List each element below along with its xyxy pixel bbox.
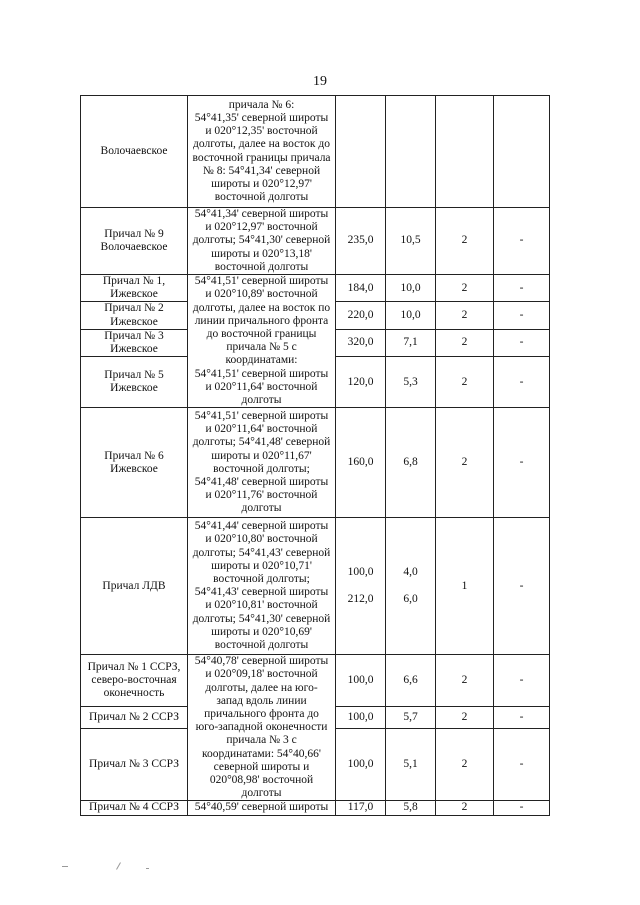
berth-length: 320,0 <box>336 329 386 356</box>
berth-count: 2 <box>436 707 494 729</box>
berth-length: 220,0 <box>336 302 386 329</box>
berth-coords-merged: 54°41,51' северной широты и 020°10,89' восточной долготы, далее на восток по линии причального фронта до восточной границы причала № 5 с координатами: 54°41,51' северной широты и 020°11,64' восточной долготы <box>188 275 336 408</box>
berth-note <box>494 96 550 208</box>
scan-marks <box>60 858 180 878</box>
berth-name: Причал № 3 ССРЗ <box>81 729 188 801</box>
berth-note: - <box>494 208 550 275</box>
berth-name: Причал № 4 ССРЗ <box>81 801 188 815</box>
berth-name: Причал № 3 Ижевское <box>81 329 188 356</box>
berth-depth: 10,0 <box>386 302 436 329</box>
berth-coords: 54°41,34' северной широты и 020°12,97' восточной долготы; 54°41,30' северной широты и 020°13,18' восточной долготы <box>188 208 336 275</box>
berth-length: 184,0 <box>336 275 386 302</box>
berth-coords: 54°41,44' северной широты и 020°10,80' восточной долготы; 54°41,43' северной широты и 020°10,71' восточной долготы; 54°41,43' северной широты и 020°10,81' восточной долготы; 54°41,30' северной широты и 020°10,69' восточной долготы <box>188 518 336 655</box>
berth-name: Причал № 6 Ижевское <box>81 408 188 518</box>
berth-count: 2 <box>436 357 494 408</box>
berth-note: - <box>494 729 550 801</box>
page-number: 19 <box>313 74 327 89</box>
table-row <box>81 96 550 208</box>
berth-count <box>436 96 494 208</box>
berth-count: 2 <box>436 655 494 707</box>
table-row <box>81 275 550 302</box>
table-row <box>81 518 550 655</box>
berth-coords: причала № 6: 54°41,35' северной широты и 020°12,35' восточной долготы, далее на восток до восточной границы причала № 8: 54°41,34' северной широты и 020°12,97' восточной долготы <box>188 96 336 208</box>
berth-depth: 5,1 <box>386 729 436 801</box>
berth-note: - <box>494 707 550 729</box>
table-row <box>81 801 550 815</box>
berth-name: Причал ЛДВ <box>81 518 188 655</box>
berth-depth: 10,5 <box>386 208 436 275</box>
berth-note: - <box>494 408 550 518</box>
berth-count: 2 <box>436 801 494 815</box>
berth-name: Причал № 1, Ижевское <box>81 275 188 302</box>
berth-depth: 6,6 <box>386 655 436 707</box>
berth-length: 100,0 212,0 <box>336 518 386 655</box>
berth-depth: 10,0 <box>386 275 436 302</box>
berth-count: 1 <box>436 518 494 655</box>
berth-depth: 5,8 <box>386 801 436 815</box>
berth-depth: 4,0 6,0 <box>386 518 436 655</box>
berth-depth: 6,8 <box>386 408 436 518</box>
berth-name: Причал № 5 Ижевское <box>81 357 188 408</box>
berth-count: 2 <box>436 408 494 518</box>
berth-name: Причал № 2 ССРЗ <box>81 707 188 729</box>
berth-length: 235,0 <box>336 208 386 275</box>
berth-length: 100,0 <box>336 707 386 729</box>
berth-name: Волочаевское <box>81 96 188 208</box>
table-row <box>81 208 550 275</box>
berth-count: 2 <box>436 208 494 275</box>
berth-note: - <box>494 518 550 655</box>
berth-length: 120,0 <box>336 357 386 408</box>
berth-note: - <box>494 302 550 329</box>
berth-length <box>336 96 386 208</box>
berth-note: - <box>494 801 550 815</box>
berth-depth: 5,3 <box>386 357 436 408</box>
berth-depth: 5,7 <box>386 707 436 729</box>
berth-count: 2 <box>436 275 494 302</box>
berth-name: Причал № 9 Волочаевское <box>81 208 188 275</box>
berth-coords: 54°40,59' северной широты <box>188 801 336 815</box>
berth-length: 100,0 <box>336 655 386 707</box>
berth-coords: 54°41,51' северной широты и 020°11,64' восточной долготы; 54°41,48' северной широты и 020°11,67' восточной долготы; 54°41,48' северной широты и 020°11,76' восточной долготы <box>188 408 336 518</box>
berth-length: 160,0 <box>336 408 386 518</box>
table-row <box>81 655 550 707</box>
berth-note: - <box>494 329 550 356</box>
berth-note: - <box>494 275 550 302</box>
berth-note: - <box>494 357 550 408</box>
berth-count: 2 <box>436 729 494 801</box>
berth-length: 117,0 <box>336 801 386 815</box>
berth-count: 2 <box>436 329 494 356</box>
berth-name: Причал № 1 ССРЗ, северо-восточная оконечность <box>81 655 188 707</box>
berth-count: 2 <box>436 302 494 329</box>
berth-depth <box>386 96 436 208</box>
berths-table <box>80 95 550 816</box>
berth-name: Причал № 2 Ижевское <box>81 302 188 329</box>
berth-coords-merged: 54°40,78' северной широты и 020°09,18' восточной долготы, далее на юго- запад вдоль линии причального фронта до юго-западной оконечности причала № 3 с координатами: 54°40,66' северной широты и 020°08,98' восточной долготы <box>188 655 336 801</box>
berth-length: 100,0 <box>336 729 386 801</box>
berth-depth: 7,1 <box>386 329 436 356</box>
berth-note: - <box>494 655 550 707</box>
table-row <box>81 408 550 518</box>
